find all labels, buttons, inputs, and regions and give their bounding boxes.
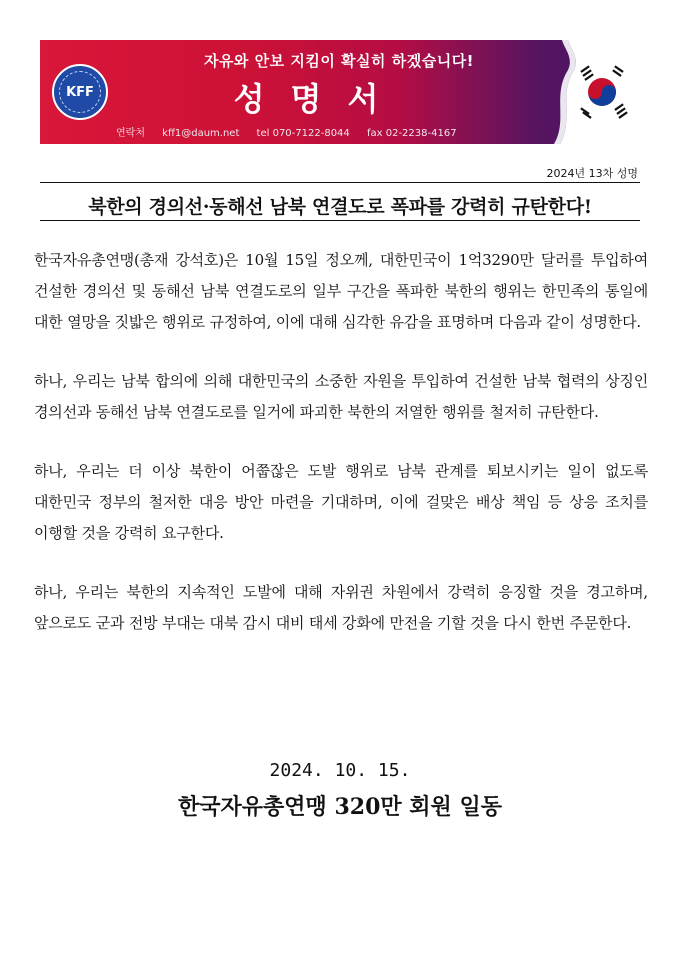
statement-body: [34, 245, 648, 667]
headline: 북한의 경의선·동해선 남북 연결도로 폭파를 강력히 규탄한다!: [88, 196, 592, 218]
paragraph-intro: 한국자유총연맹(총재 강석호)은 10월 15일 정오께, 대한민국이 1억3290만 달러를 투입하여 건설한 경의선 및 동해선 남북 연결도로의 일부 구간을 폭파한 북한의 행위는 한민족의 통일에 대한 열망을 짓밟은 행위로 규정하여, 이에 대해 심각한 유감을 표명하며 다음과 같이 성명한다.: [34, 251, 648, 331]
paragraph-point-3: 하나, 우리는 북한의 지속적인 도발에 대해 자위권 차원에서 강력히 응징할 것을 경고하며, 앞으로도 군과 전방 부대는 대북 감시 대비 태세 강화에 만전을 기할 것을 다시 한번 주문한다.: [34, 583, 648, 632]
issue-date: 2024. 10. 15.: [269, 760, 411, 781]
slogan: 자유와 안보 지킴이 확실히 하겠습니다!: [203, 52, 475, 70]
contact-info: [116, 124, 471, 139]
contact-tel: tel 070-7122-8044: [256, 128, 350, 139]
contact-fax: fax 02-2238-4167: [366, 128, 457, 139]
logo-text: KFF: [66, 84, 94, 100]
top-divider: [40, 182, 640, 183]
signature: 한국자유총연맹 320만 회원 일동: [178, 794, 502, 820]
korean-flag-icon: [540, 40, 638, 144]
contact-label: 연락처: [116, 128, 145, 139]
issue-number: 2024년 13차 성명: [546, 167, 638, 180]
paragraph-point-1: 하나, 우리는 남북 합의에 의해 대한민국의 소중한 자원을 투입하여 건설한 남북 협력의 상징인 경의선과 동해선 남북 연결도로를 일거에 파괴한 북한의 저열한 행위를 철저히 규탄한다.: [34, 372, 648, 421]
paragraph-point-2: 하나, 우리는 더 이상 북한이 어쭙잖은 도발 행위로 남북 관계를 퇴보시키는 일이 없도록 대한민국 정부의 철저한 대응 방안 마련을 기대하며, 이에 걸맞은 배상 책임 등 상응 조치를 이행할 것을 강력히 요구한다.: [34, 462, 648, 542]
headline-divider: [40, 220, 640, 221]
contact-email: kff1@daum.net: [162, 128, 240, 139]
document-title: 성명서: [233, 80, 405, 118]
header-banner: [40, 40, 638, 144]
